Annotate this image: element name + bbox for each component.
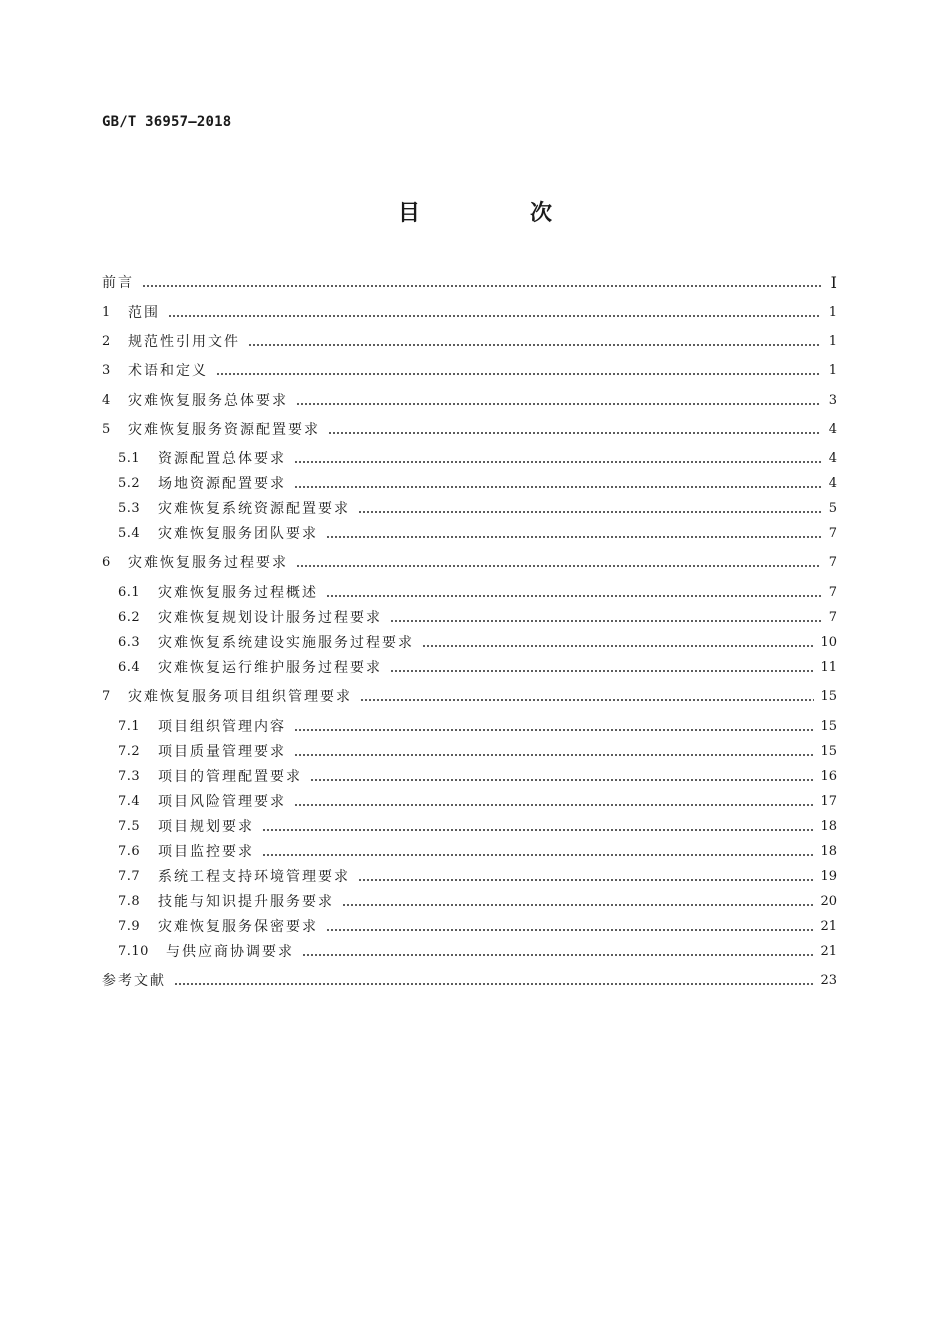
toc-leader-dots — [294, 791, 814, 813]
toc-entry[interactable] — [102, 390, 837, 412]
toc-entry[interactable] — [118, 816, 837, 838]
toc-entry-title: 项目质量管理要求 — [158, 744, 286, 760]
toc-entry-page: 5 — [828, 501, 837, 516]
toc-entry-title: 项目规划要求 — [158, 819, 254, 835]
toc-leader-dots — [296, 552, 821, 574]
toc-entry-page: 1 — [828, 305, 837, 320]
toc-leader-dots — [310, 766, 814, 788]
toc-entry-number: 7.2 — [118, 744, 141, 759]
toc-entry-page: 15 — [820, 744, 837, 759]
toc-entry-title: 项目风险管理要求 — [158, 794, 286, 810]
toc-entry-page: 3 — [828, 393, 837, 408]
toc-entry-title: 项目组织管理内容 — [158, 719, 286, 735]
toc-leader-dots — [262, 816, 814, 838]
toc-entry-title: 灾难恢复服务过程要求 — [128, 555, 288, 571]
toc-entry[interactable] — [102, 360, 837, 382]
toc-entry-page: Ⅰ — [830, 273, 837, 292]
toc-leader-dots — [302, 941, 814, 963]
toc-leader-dots — [326, 916, 814, 938]
toc-leader-dots — [216, 360, 821, 382]
toc-entry-number: 7.7 — [118, 869, 141, 884]
toc-entry-page: 4 — [828, 422, 837, 437]
toc-entry-number: 5.4 — [118, 526, 141, 541]
toc-entry-page: 7 — [828, 555, 837, 570]
toc-entry-title: 前言 — [102, 275, 134, 291]
toc-entry-page: 11 — [820, 660, 837, 675]
toc-entry[interactable] — [102, 686, 837, 708]
toc-entry-number: 7.4 — [118, 794, 141, 809]
toc-leader-dots — [142, 272, 821, 294]
toc-entry[interactable] — [118, 866, 837, 888]
toc-entry-title: 项目监控要求 — [158, 844, 254, 860]
toc-leader-dots — [296, 390, 821, 412]
toc-entry-number: 6.4 — [118, 660, 141, 675]
toc-entry-number: 5 — [102, 422, 111, 437]
toc-leader-dots — [174, 970, 814, 992]
toc-entry-number: 7.6 — [118, 844, 141, 859]
toc-entry-title: 术语和定义 — [128, 363, 208, 379]
toc-entry-number: 7.8 — [118, 894, 141, 909]
toc-leader-dots — [248, 331, 821, 353]
toc-leader-dots — [342, 891, 814, 913]
toc-entry[interactable] — [102, 970, 837, 992]
toc-entry-page: 15 — [820, 719, 837, 734]
toc-entry-title: 灾难恢复系统建设实施服务过程要求 — [158, 635, 414, 651]
toc-entry-title: 灾难恢复规划设计服务过程要求 — [158, 610, 382, 626]
toc-entry-number: 7.3 — [118, 769, 141, 784]
toc-entry-number: 6.1 — [118, 585, 141, 600]
toc-entry[interactable] — [118, 941, 837, 963]
toc-entry-title: 灾难恢复服务过程概述 — [158, 585, 318, 601]
toc-entry-title: 灾难恢复系统资源配置要求 — [158, 501, 350, 517]
toc-entry-number: 5.3 — [118, 501, 141, 516]
toc-entry-page: 18 — [820, 819, 837, 834]
toc-entry-number: 6.2 — [118, 610, 141, 625]
toc-entry[interactable] — [102, 331, 837, 353]
toc-entry[interactable] — [118, 582, 837, 604]
toc-leader-dots — [390, 657, 814, 679]
toc-leader-dots — [326, 523, 821, 545]
toc-entry-title: 参考文献 — [102, 973, 166, 989]
toc-entry[interactable] — [118, 448, 837, 470]
toc-entry[interactable] — [102, 419, 837, 441]
toc-entry[interactable] — [118, 632, 837, 654]
toc-entry[interactable] — [118, 841, 837, 863]
toc-entry[interactable] — [118, 766, 837, 788]
toc-entry-page: 21 — [820, 944, 837, 959]
toc-entry-page: 4 — [828, 476, 837, 491]
toc-entry-page: 7 — [828, 585, 837, 600]
toc-entry-title: 灾难恢复服务总体要求 — [128, 393, 288, 409]
toc-entry-title: 规范性引用文件 — [128, 334, 240, 350]
toc-entry-page: 23 — [820, 973, 837, 988]
toc-leader-dots — [326, 582, 821, 604]
toc-leader-dots — [390, 607, 821, 629]
toc-leader-dots — [168, 302, 821, 324]
toc-entry[interactable] — [118, 473, 837, 495]
toc-entry-title: 与供应商协调要求 — [166, 944, 294, 960]
toc-leader-dots — [358, 866, 814, 888]
toc-leader-dots — [358, 498, 821, 520]
toc-entry[interactable] — [102, 272, 837, 294]
toc-leader-dots — [294, 741, 814, 763]
toc-leader-dots — [294, 448, 821, 470]
toc-entry-title: 范围 — [128, 305, 160, 321]
toc-entry[interactable] — [118, 916, 837, 938]
toc-entry[interactable] — [118, 741, 837, 763]
toc-entry[interactable] — [118, 791, 837, 813]
toc-leader-dots — [422, 632, 814, 654]
toc-entry-page: 1 — [828, 363, 837, 378]
toc-entry-title: 技能与知识提升服务要求 — [158, 894, 334, 910]
toc-entry-page: 18 — [820, 844, 837, 859]
toc-entry-page: 4 — [828, 451, 837, 466]
toc-entry-page: 7 — [828, 526, 837, 541]
toc-entry-title: 系统工程支持环境管理要求 — [158, 869, 350, 885]
toc-entry-title: 灾难恢复服务资源配置要求 — [128, 422, 320, 438]
toc-entry-page: 20 — [820, 894, 837, 909]
toc-entry-number: 5.1 — [118, 451, 141, 466]
toc-entry-title: 项目的管理配置要求 — [158, 769, 302, 785]
toc-entry-title: 场地资源配置要求 — [158, 476, 286, 492]
toc-leader-dots — [328, 419, 821, 441]
toc-entry[interactable] — [118, 607, 837, 629]
toc-entry-number: 3 — [102, 363, 111, 378]
toc-entry-title: 灾难恢复运行维护服务过程要求 — [158, 660, 382, 676]
toc-leader-dots — [294, 716, 814, 738]
toc-entry[interactable] — [102, 302, 837, 324]
toc-entry-page: 1 — [828, 334, 837, 349]
toc-entry-number: 6 — [102, 555, 111, 570]
toc-entry-page: 16 — [820, 769, 837, 784]
toc-leader-dots — [360, 686, 814, 708]
standard-code: GB/T 36957—2018 — [102, 114, 232, 130]
toc-entry-number: 7.1 — [118, 719, 141, 734]
toc-entry-number: 7.10 — [118, 944, 149, 959]
toc-entry[interactable] — [118, 716, 837, 738]
toc-entry[interactable] — [102, 552, 837, 574]
toc-entry-number: 5.2 — [118, 476, 141, 491]
toc-entry-number: 2 — [102, 334, 111, 349]
toc-entry[interactable] — [118, 891, 837, 913]
toc-entry[interactable] — [118, 498, 837, 520]
toc-entry-page: 10 — [820, 635, 837, 650]
toc-entry-page: 21 — [820, 919, 837, 934]
toc-entry-title: 灾难恢复服务保密要求 — [158, 919, 318, 935]
toc-entry-title: 资源配置总体要求 — [158, 451, 286, 467]
toc-entry-title: 灾难恢复服务项目组织管理要求 — [128, 689, 352, 705]
toc-entry-page: 17 — [820, 794, 837, 809]
toc-entry-page: 7 — [828, 610, 837, 625]
toc-leader-dots — [262, 841, 814, 863]
toc-entry-number: 7.5 — [118, 819, 141, 834]
toc-entry-number: 7.9 — [118, 919, 141, 934]
toc-entry-number: 7 — [102, 689, 111, 704]
toc-entry-number: 1 — [102, 305, 111, 320]
toc-entry-number: 4 — [102, 393, 111, 408]
page-title: 目 次 — [397, 201, 596, 226]
toc-entry-number: 6.3 — [118, 635, 141, 650]
toc-entry[interactable] — [118, 523, 837, 545]
toc-entry[interactable] — [118, 657, 837, 679]
toc-entry-title: 灾难恢复服务团队要求 — [158, 526, 318, 542]
toc-leader-dots — [294, 473, 821, 495]
toc-entry-page: 19 — [820, 869, 837, 884]
toc-entry-page: 15 — [820, 689, 837, 704]
